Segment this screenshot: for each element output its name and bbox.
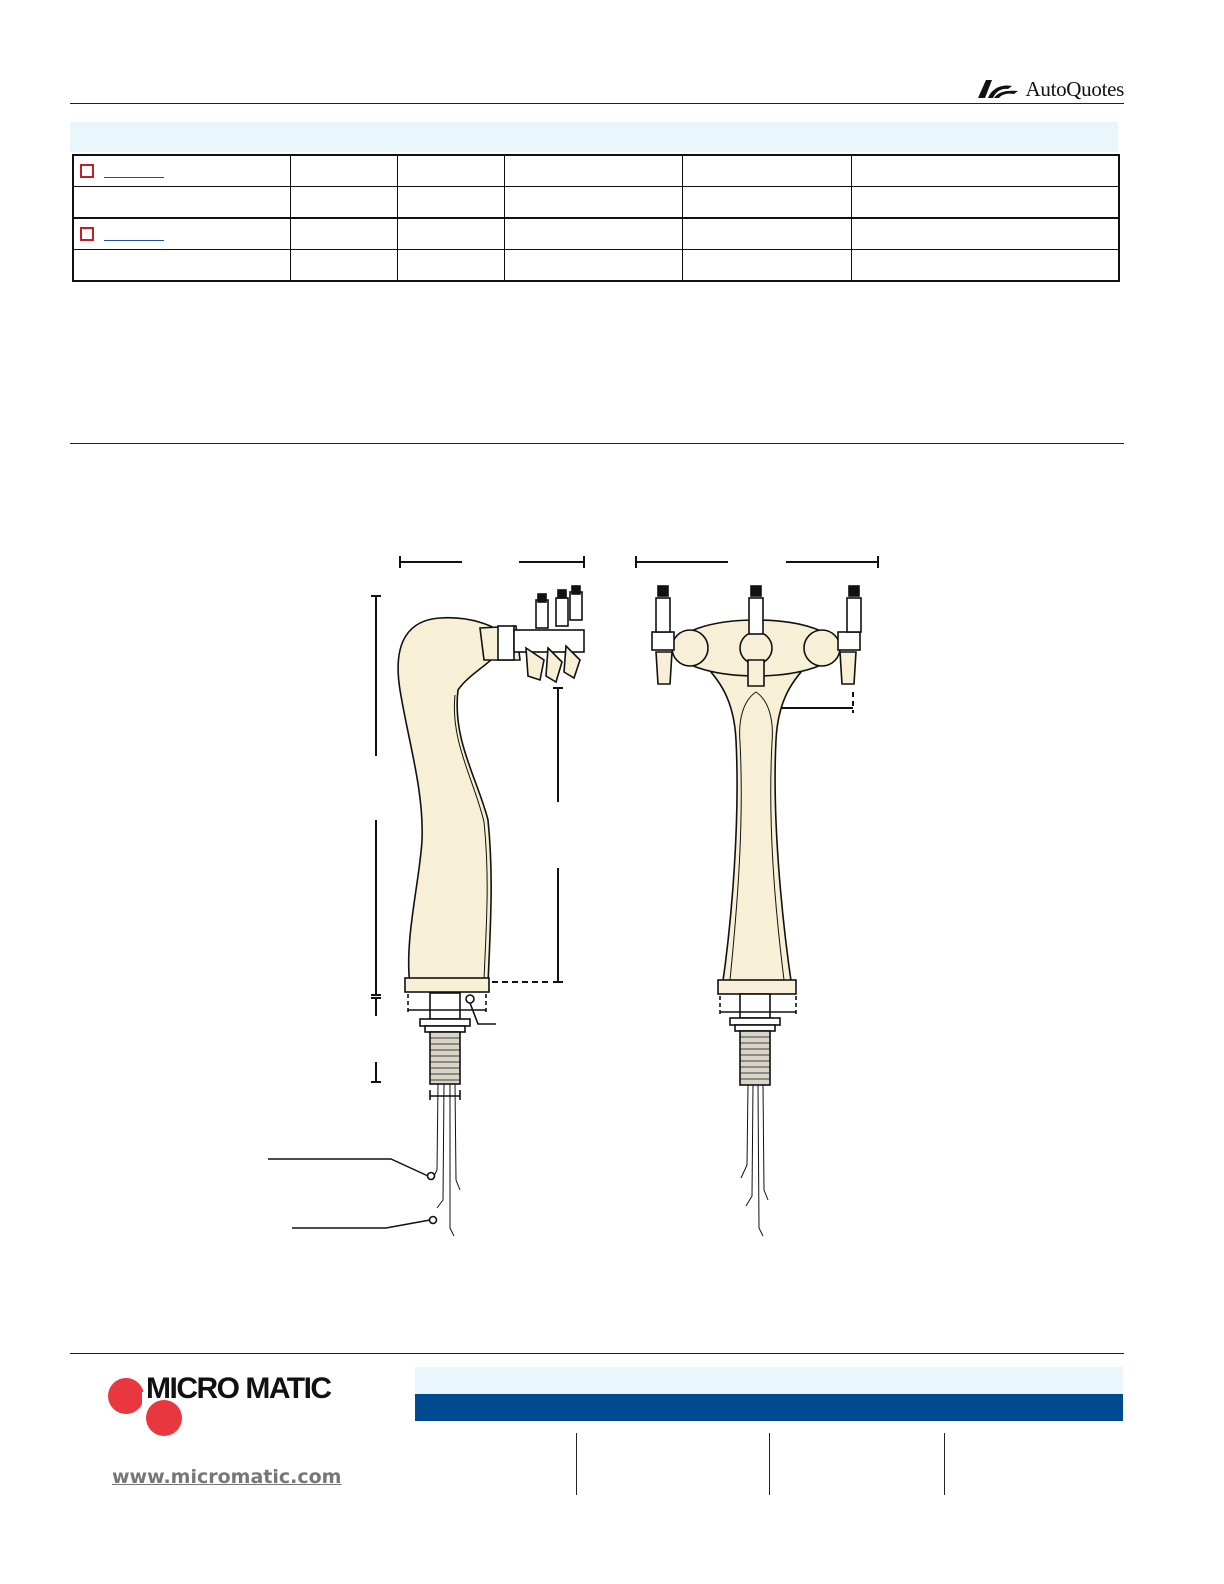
autoquotes-emblem-icon: [978, 78, 1022, 100]
footer-light-band: [415, 1367, 1123, 1394]
leader-line: [268, 1159, 430, 1228]
table-row: [73, 155, 1119, 187]
table-cell: [682, 218, 851, 250]
faucet: [652, 586, 708, 684]
table-cell: [851, 155, 1119, 187]
table-cell: [290, 218, 397, 250]
dimension-line: [492, 688, 563, 982]
table-cell: [397, 250, 504, 282]
table-cell: [851, 250, 1119, 282]
faucet: [804, 586, 861, 684]
table-row: [73, 218, 1119, 250]
table-cell: [851, 187, 1119, 219]
table-row: [73, 187, 1119, 219]
micro-matic-brand-text: MICRO MATIC: [146, 1372, 331, 1405]
autoquotes-logo: [978, 76, 1125, 102]
section-rule: [70, 443, 1124, 444]
table-cell: [290, 155, 397, 187]
table-cell: [504, 218, 682, 250]
model-link[interactable]: [104, 228, 164, 241]
tower-front-view: [652, 586, 861, 1236]
website-link[interactable]: www.micromatic.com: [112, 1466, 342, 1488]
tower-drawing: [240, 545, 940, 1255]
table-cell: [682, 250, 851, 282]
table-cell: [290, 187, 397, 219]
table-cell: [682, 187, 851, 219]
footer-divider: [769, 1433, 770, 1495]
table-cell: [504, 155, 682, 187]
spec-header-band: [70, 122, 1118, 152]
table-cell: [73, 250, 290, 282]
table-cell: [73, 187, 290, 219]
table-cell: [504, 187, 682, 219]
table-cell: [397, 187, 504, 219]
table-cell: [397, 218, 504, 250]
tower-side-view: [398, 586, 584, 1236]
footer-rule: [70, 1353, 1124, 1354]
option-cell: [73, 218, 290, 250]
option-cell: [73, 155, 290, 187]
autoquotes-brand-text: AutoQuotes: [1025, 76, 1124, 101]
option-checkbox[interactable]: [80, 164, 94, 178]
table-cell: [851, 218, 1119, 250]
header-rule: [70, 103, 1124, 104]
model-link[interactable]: [104, 165, 164, 178]
dimension-line: [636, 556, 878, 568]
micro-matic-logo: [106, 1372, 366, 1442]
options-table: [72, 154, 1120, 282]
footer-divider: [944, 1433, 945, 1495]
dimension-line: [371, 596, 381, 1082]
option-checkbox[interactable]: [80, 227, 94, 241]
table-cell: [682, 155, 851, 187]
table-cell: [397, 155, 504, 187]
dimension-line: [400, 556, 584, 568]
table-cell: [290, 250, 397, 282]
footer-dark-band: [415, 1394, 1123, 1421]
table-cell: [504, 250, 682, 282]
footer-divider: [576, 1433, 577, 1495]
table-row: [73, 250, 1119, 282]
